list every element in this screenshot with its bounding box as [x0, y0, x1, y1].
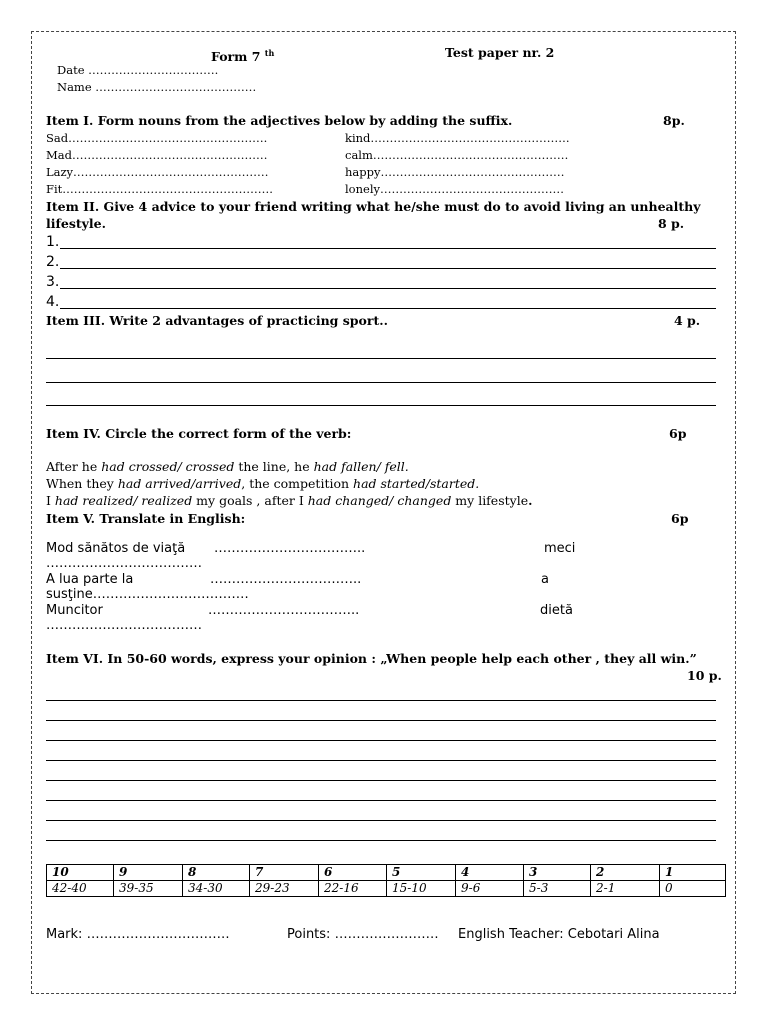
item5-row1-dots: …………………………….. — [214, 541, 366, 556]
item5-row3-continuation: ……………………………… — [46, 618, 202, 633]
grade-mark-cell: 2 — [591, 865, 660, 881]
grade-mark-cell: 7 — [250, 865, 319, 881]
grade-mark-cell: 6 — [319, 865, 387, 881]
grade-range-cell: 5-3 — [524, 881, 591, 897]
grade-range-cell: 22-16 — [319, 881, 387, 897]
item6-answer-line-1 — [46, 700, 716, 701]
item3-answer-line-3 — [46, 405, 716, 406]
item3-answer-line-1 — [46, 358, 716, 359]
item6-answer-line-2 — [46, 720, 716, 721]
teacher-name: English Teacher: Cebotari Alina — [458, 927, 660, 942]
item5-row3-term-right: dietă — [540, 603, 573, 618]
item6-answer-line-5 — [46, 780, 716, 781]
name-field: Name …………………………………… — [57, 80, 257, 94]
grade-range-cell: 29-23 — [250, 881, 319, 897]
grade-mark-cell: 5 — [387, 865, 456, 881]
item1-right-2: calm…………………………………………… — [345, 148, 569, 162]
item4-title: Item IV. Circle the correct form of the verb: — [46, 426, 352, 441]
item5-row2-continuation: susţine……………………………… — [46, 587, 249, 602]
date-field: Date ……………………………. — [57, 63, 219, 77]
grading-ranges-row — [47, 881, 726, 897]
grade-range-cell: 2-1 — [591, 881, 660, 897]
item3-title: Item III. Write 2 advantages of practicing sport.. — [46, 313, 388, 328]
item6-answer-line-4 — [46, 760, 716, 761]
item5-row2-term-right: a — [541, 572, 549, 587]
item2-answer-line-1 — [60, 248, 716, 249]
grade-mark-cell: 10 — [47, 865, 114, 881]
item2-answer-line-4 — [60, 308, 716, 309]
item5-row1-term: Mod sănătos de viaţă — [46, 541, 186, 556]
item5-row2-term: A lua parte la — [46, 572, 134, 587]
item6-points: 10 p. — [687, 668, 722, 683]
item1-title: Item I. Form nouns from the adjectives below by adding the suffix. — [46, 113, 513, 128]
grade-range-cell: 0 — [660, 881, 726, 897]
item2-number-1: 1. — [46, 234, 60, 250]
grading-marks-row — [47, 865, 726, 881]
item1-right-4: lonely………………………………………… — [345, 182, 564, 196]
item5-row3-dots: …………………………….. — [208, 603, 360, 618]
item6-answer-line-6 — [46, 800, 716, 801]
item2-answer-line-3 — [60, 288, 716, 289]
item6-answer-line-8 — [46, 840, 716, 841]
item5-row2-dots: …………………………….. — [210, 572, 362, 587]
item1-right-1: kind……………………………………………. — [345, 131, 570, 145]
item1-left-2: Mad…………………………………………… — [46, 148, 268, 162]
item2-points: 8 p. — [658, 216, 685, 231]
item4-sentence-1: After he had crossed/ crossed the line, he had fallen/ fell. — [46, 459, 409, 474]
item2-number-2: 2. — [46, 254, 60, 270]
item3-answer-line-2 — [46, 382, 716, 383]
points-field: Points: …………………… — [287, 927, 439, 942]
grade-range-cell: 42-40 — [47, 881, 114, 897]
grade-mark-cell: 9 — [114, 865, 183, 881]
form-label: Form 7 $^{th}$ — [211, 48, 275, 65]
mark-field: Mark: …………………………… — [46, 927, 230, 942]
item5-row1-continuation: ……………………………… — [46, 556, 202, 571]
item2-title-line2: lifestyle. — [46, 216, 106, 231]
item3-points: 4 p. — [674, 313, 701, 328]
item6-answer-line-7 — [46, 820, 716, 821]
grade-range-cell: 34-30 — [183, 881, 250, 897]
grade-mark-cell: 3 — [524, 865, 591, 881]
item5-points: 6p — [671, 511, 689, 526]
item1-left-3: Lazy…………………………………………… — [46, 165, 269, 179]
item4-sentence-3: I had realized/ realized my goals , after I had changed/ changed my lifestyle. — [46, 493, 533, 508]
item2-number-3: 3. — [46, 274, 60, 290]
item1-points: 8p. — [663, 113, 685, 128]
grade-range-cell: 39-35 — [114, 881, 183, 897]
grade-range-cell: 15-10 — [387, 881, 456, 897]
item5-row1-term-right: meci — [544, 541, 576, 556]
grade-mark-cell: 4 — [456, 865, 524, 881]
item4-points: 6p — [669, 426, 687, 441]
item4-sentence-2: When they had arrived/arrived, the competition had started/started. — [46, 476, 480, 491]
grade-range-cell: 9-6 — [456, 881, 524, 897]
item5-row3-term: Muncitor — [46, 603, 103, 618]
item2-answer-line-2 — [60, 268, 716, 269]
test-paper-label: Test paper nr. 2 — [445, 45, 555, 60]
item1-left-1: Sad……………………………………………. — [46, 131, 268, 145]
item6-answer-line-3 — [46, 740, 716, 741]
item6-title: Item VI. In 50-60 words, express your opinion : „When people help each other , they all win.” — [46, 651, 697, 666]
item1-right-3: happy………………………………………… — [345, 165, 565, 179]
grading-table — [46, 864, 726, 897]
item2-title-line1: Item II. Give 4 advice to your friend writing what he/she must do to avoid living an unhealthy — [46, 199, 701, 214]
item2-number-4: 4. — [46, 294, 60, 310]
grade-mark-cell: 1 — [660, 865, 726, 881]
item1-left-4: Fit………………………………………………. — [46, 182, 273, 196]
grade-mark-cell: 8 — [183, 865, 250, 881]
item5-title: Item V. Translate in English: — [46, 511, 246, 526]
